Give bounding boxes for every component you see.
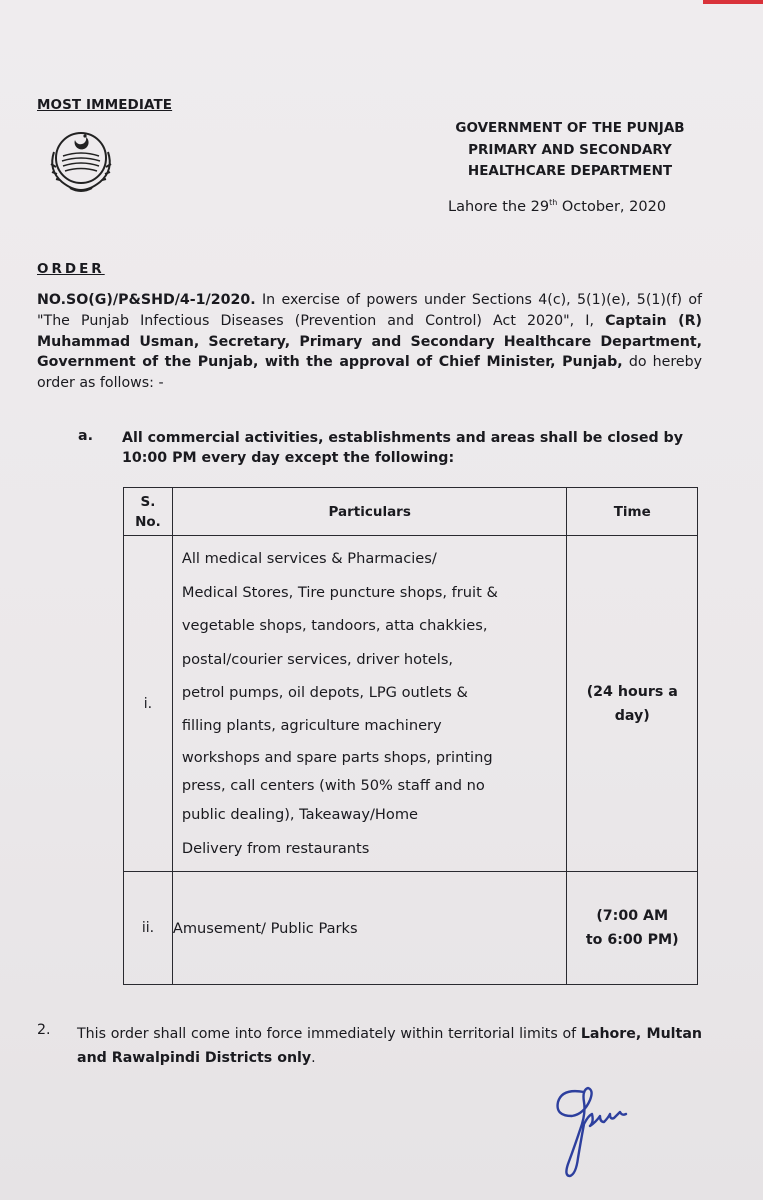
row-number: i. bbox=[124, 536, 173, 872]
row-particulars: All medical services & Pharmacies/ Medical Stores, Tire puncture shops, fruit & vegetable shops, tandoors, atta chakkies, postal/courier services, driver hotels, petrol pumps, oil depots, LPG outlets & filling plants, agriculture machinery workshops and spare parts shops, printing press, call centers (with 50% staff and no public dealing), Takeaway/Home Delivery from restaurants bbox=[172, 536, 567, 872]
header-sno: S. No. bbox=[124, 488, 173, 536]
signature bbox=[540, 1070, 660, 1190]
table-row bbox=[124, 872, 698, 985]
item-a-letter: a. bbox=[78, 428, 93, 444]
header-particulars: Particulars bbox=[172, 488, 567, 536]
item-a-text: All commercial activities, establishments and areas shall be closed by 10:00 PM every day except the following: bbox=[122, 430, 683, 466]
red-edge-mark bbox=[703, 0, 763, 4]
table-row bbox=[124, 536, 698, 872]
item-2-number: 2. bbox=[37, 1022, 51, 1038]
department-line: HEALTHCARE DEPARTMENT bbox=[467, 163, 673, 179]
order-title: ORDER bbox=[37, 261, 105, 277]
item-2-districts: Lahore, Multan and Rawalpindi Districts only bbox=[77, 1026, 703, 1066]
header-time: Time bbox=[567, 488, 698, 536]
priority-label: MOST IMMEDIATE bbox=[37, 97, 173, 113]
row-number: ii. bbox=[124, 872, 173, 985]
government-heading bbox=[430, 118, 710, 183]
exemptions-table bbox=[123, 487, 698, 985]
item-2-text: This order shall come into force immediately within territorial limits of Lahore, Multan and Rawalpindi Districts only. bbox=[77, 1026, 703, 1066]
order-ref-no: NO.SO(G)/P&SHD/4-1/2020. bbox=[37, 292, 256, 308]
row-time: (24 hours a day) bbox=[567, 536, 698, 872]
department-line: PRIMARY AND SECONDARY bbox=[468, 141, 672, 158]
punjab-seal-icon bbox=[40, 122, 122, 204]
order-paragraph: NO.SO(G)/P&SHD/4-1/2020. In exercise of powers under Sections 4(c), 5(1)(e), 5(1)(f) of "The Punjab Infectious Diseases (Prevention and Control) Act 2020", I, Captain (R) Muhammad Usman, Secretary, Primary and Secondary Healthcare Department, Government of the Punjab, with the approval of Chief Minister, Punjab, do hereby order as follows: - bbox=[37, 292, 703, 392]
government-line: GOVERNMENT OF THE PUNJAB bbox=[455, 120, 685, 136]
order-date: Lahore the 29th October, 2020 bbox=[448, 198, 667, 215]
row-time: (7:00 AM to 6:00 PM) bbox=[567, 872, 698, 985]
row-particulars: Amusement/ Public Parks bbox=[172, 872, 567, 985]
table-header-row bbox=[124, 488, 698, 536]
order-authority: Captain (R) Muhammad Usman, Secretary, Primary and Secondary Healthcare Department, Government of the Punjab, with the approval of Chief Minister, Punjab, bbox=[37, 312, 703, 371]
